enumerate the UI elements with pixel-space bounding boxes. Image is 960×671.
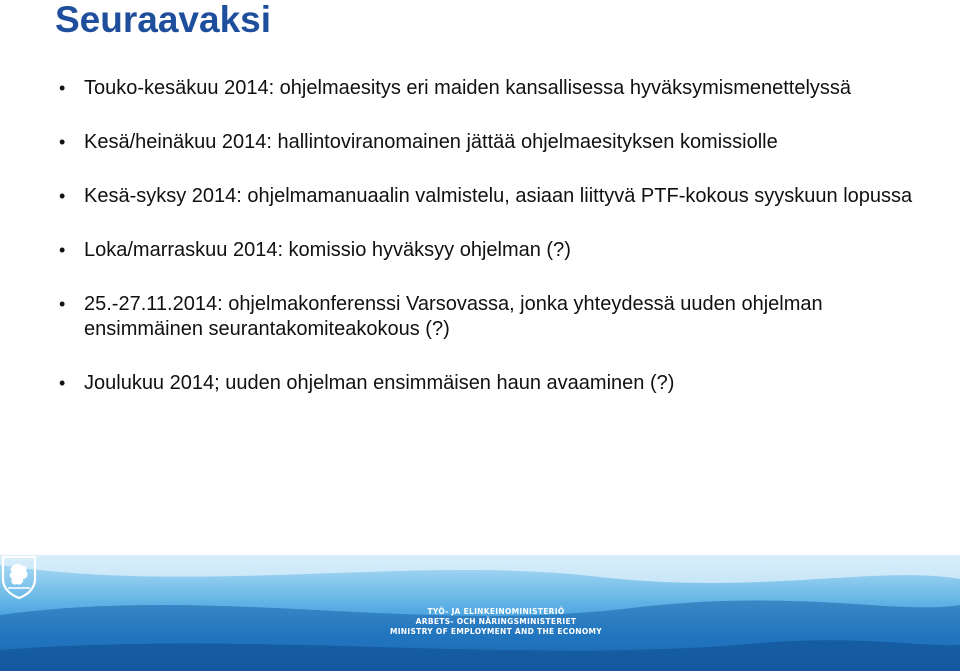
footer-band [0, 555, 960, 671]
bullet-dot: • [59, 186, 66, 206]
bullet-item [59, 76, 939, 101]
bullet-dot: • [59, 240, 66, 260]
bullet-item [59, 184, 939, 209]
bullet-item [59, 238, 939, 263]
bullet-text: Loka/marraskuu 2014: komissio hyväksyy ohjelman (?) [84, 239, 571, 261]
bullet-item [59, 292, 939, 342]
bullet-item [59, 130, 939, 155]
bullet-dot: • [59, 294, 66, 314]
ministry-name [376, 607, 616, 637]
bullet-text: Kesä-syksy 2014: ohjelmamanuaalin valmistelu, asiaan liittyvä PTF-kokous syyskuun lopussa [84, 185, 913, 207]
slide-title: Seuraavaksi [55, 0, 272, 40]
bullet-text: Kesä/heinäkuu 2014: hallintoviranomainen jättää ohjelmaesityksen komissiolle [84, 131, 778, 153]
bullet-text: Touko-kesäkuu 2014: ohjelmaesitys eri maiden kansallisessa hyväksymismenettelyssä [84, 77, 852, 99]
bullet-dot: • [59, 132, 66, 152]
lion-crest-icon [0, 555, 38, 599]
bullet-text: 25.-27.11.2014: ohjelmakonferenssi Varsovassa, jonka yhteydessä uuden ohjelman ensimmäinen seurantakomiteakokous (?) [84, 293, 823, 340]
bullet-dot: • [59, 78, 66, 98]
ministry-name-sv: ARBETS- OCH NÄRINGSMINISTERIET [415, 617, 577, 626]
bullet-item [59, 371, 939, 396]
ministry-name-fi: TYÖ- JA ELINKEINOMINISTERIÖ [427, 607, 565, 616]
bullet-text: Joulukuu 2014; uuden ohjelman ensimmäisen haun avaaminen (?) [84, 372, 675, 394]
ministry-name-en: MINISTRY OF EMPLOYMENT AND THE ECONOMY [389, 627, 603, 636]
bullet-dot: • [59, 373, 66, 393]
bullet-list [59, 76, 939, 425]
